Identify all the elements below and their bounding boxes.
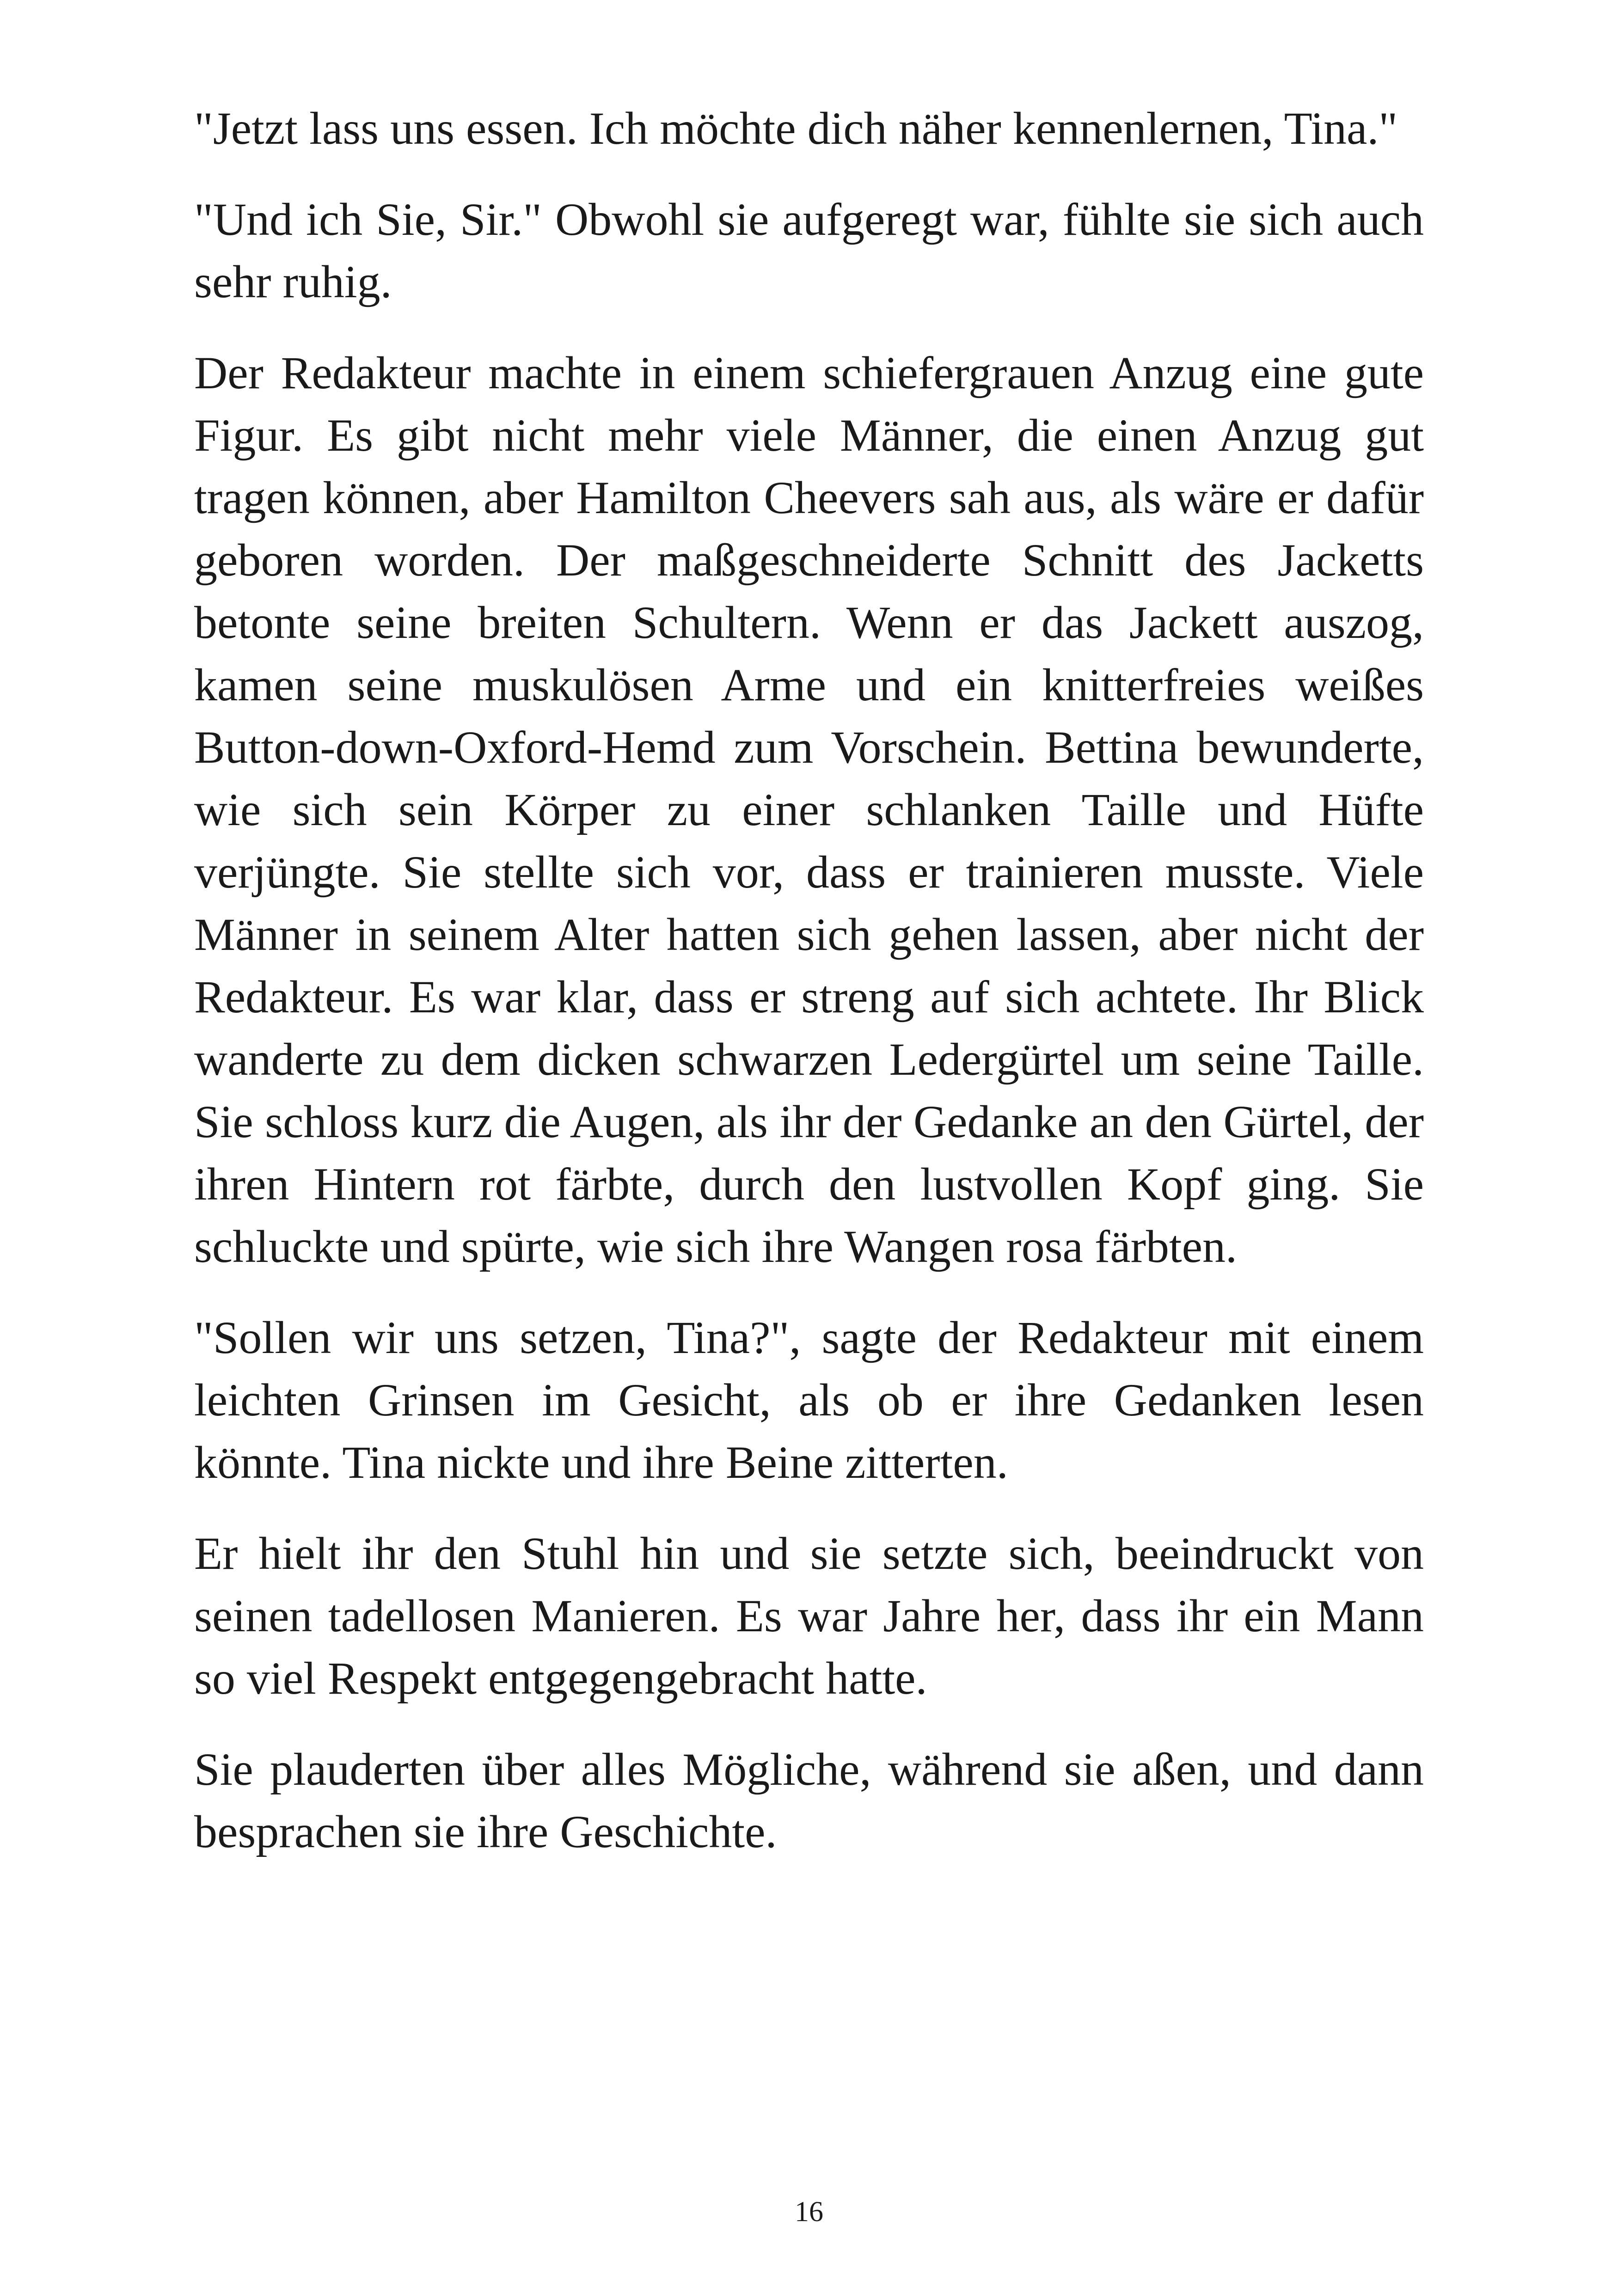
paragraph: Er hielt ihr den Stuhl hin und sie setzte sich, beeindruckt von seinen tadellosen Manieren. Es war Jahre her, dass ihr ein Mann so viel Respekt entgegengebracht hatte. (194, 1528, 1424, 1704)
body-text (194, 97, 1424, 1892)
paragraph: "Sollen wir uns setzen, Tina?", sagte der Redakteur mit einem leichten Grinsen im Gesicht, als ob er ihre Gedanken lesen könnte. Tina nickte und ihre Beine zitterten. (194, 1312, 1424, 1488)
page-number: 16 (795, 2196, 823, 2228)
paragraph: "Und ich Sie, Sir." Obwohl sie aufgeregt war, fühlte sie sich auch sehr ruhig. (194, 194, 1424, 307)
paragraph: "Jetzt lass uns essen. Ich möchte dich näher kennenlernen, Tina." (194, 103, 1398, 154)
paragraph: Der Redakteur machte in einem schiefergrauen Anzug eine gute Figur. Es gibt nicht mehr viele Männer, die einen Anzug gut tragen können, aber Hamilton Cheevers sah aus, als wäre er dafür geboren worden. Der maßgeschneiderte Schnitt des Jacketts betonte seine breiten Schultern. Wenn er das Jackett auszog, kamen seine muskulösen Arme und ein knitterfreies weißes Button-down-Oxford-Hemd zum Vorschein. Bettina bewunderte, wie sich sein Körper zu einer schlanken Taille und Hüfte verjüngte. Sie stellte sich vor, dass er trainieren musste. Viele Männer in seinem Alter hatten sich gehen lassen, aber nicht der Redakteur. Es war klar, dass er streng auf sich achtete. Ihr Blick wanderte zu dem dicken schwarzen Ledergürtel um seine Taille. Sie schloss kurz die Augen, als ihr der Gedanke an den Gürtel, der ihren Hintern rot färbte, durch den lustvollen Kopf ging. Sie schluckte und spürte, wie sich ihre Wangen rosa färbten. (194, 347, 1424, 1272)
paragraph: Sie plauderten über alles Mögliche, während sie aßen, und dann besprachen sie ihre Geschichte. (194, 1744, 1424, 1857)
